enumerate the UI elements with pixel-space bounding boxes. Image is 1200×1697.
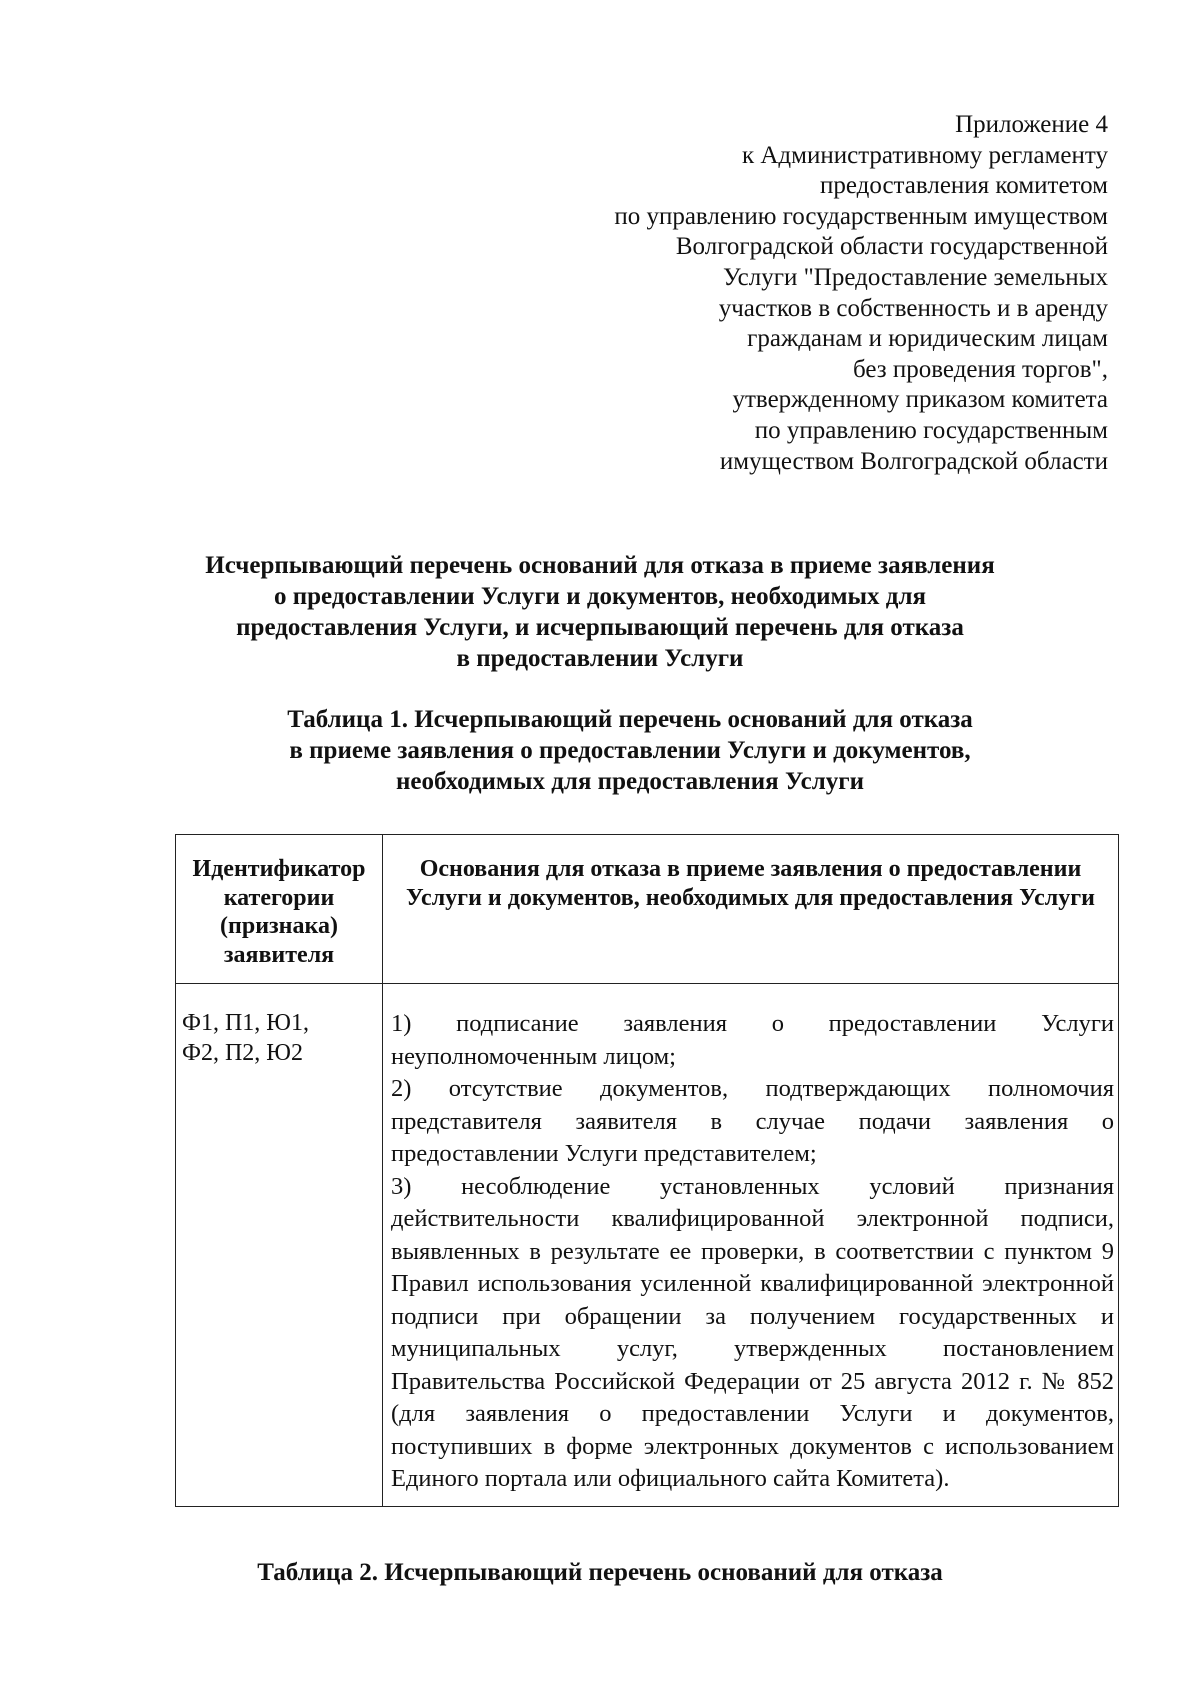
- refusal-reason-item: 3) несоблюдение установленных условий признания действительности квалифицированной электронной подписи, выявленных в результате ее проверки, в соответствии с пунктом 9 Правил использования усиленной квалифицированной электронной подписи при обращении за получением государственных и муниципальных услуг, утвержденных постановлением Правительства Российской Федерации от 25 августа 2012 г. № 852 (для заявления о предоставлении Услуги и документов, поступивших в форме электронных документов с использованием Единого портала или официального сайта Комитета).: [391, 1172, 1114, 1492]
- annex-line: по управлению государственным имуществом: [614, 202, 1108, 230]
- annex-line: по управлению государственным: [754, 416, 1108, 444]
- annex-line: имуществом Волгоградской области: [719, 447, 1108, 475]
- annex-line: Приложение 4: [955, 111, 1108, 138]
- title-line: в предоставлении Услуги: [456, 645, 744, 672]
- header-applicant-category: Идентификатор категории (признака) заявителя: [176, 835, 383, 984]
- table1-title-line: Таблица 1. Исчерпывающий перечень оснований для отказа: [287, 706, 973, 733]
- document-title: [150, 550, 1050, 674]
- annex-line: предоставления комитетом: [819, 172, 1108, 200]
- annex-header: [488, 110, 1108, 477]
- title-line: Исчерпывающий перечень оснований для отказа в приеме заявления: [205, 552, 995, 579]
- table1-title: [200, 704, 1060, 797]
- refusal-grounds-cell: [383, 984, 1119, 1507]
- table1-title-line: необходимых для предоставления Услуги: [396, 768, 864, 795]
- refusal-reason-item: 1) подписание заявления о предоставлении Услуги неуполномоченным лицом;: [391, 1010, 1114, 1070]
- applicant-identifier-cell: Ф1, П1, Ю1, Ф2, П2, Ю2: [176, 984, 383, 1507]
- annex-line: участков в собственность и в аренду: [718, 294, 1108, 322]
- header-refusal-grounds: Основания для отказа в приеме заявления о предоставлении Услуги и документов, необходимых для предоставления Услуги: [383, 835, 1119, 984]
- table-row: [176, 984, 1119, 1507]
- table2-title: Таблица 2. Исчерпывающий перечень оснований для отказа: [257, 1559, 943, 1586]
- annex-line: утвержденному приказом комитета: [732, 386, 1108, 414]
- refusal-grounds-table: [175, 834, 1119, 1507]
- annex-line: гражданам и юридическим лицам: [747, 325, 1108, 353]
- table-header-row: [176, 835, 1119, 984]
- annex-line: Услуги "Предоставление земельных: [722, 263, 1108, 291]
- title-line: предоставления Услуги, и исчерпывающий перечень для отказа: [236, 614, 964, 641]
- title-line: о предоставлении Услуги и документов, необходимых для: [274, 583, 926, 610]
- annex-line: к Административному регламенту: [741, 141, 1108, 169]
- annex-line: без проведения торгов",: [852, 355, 1108, 383]
- refusal-reason-item: 2) отсутствие документов, подтверждающих полномочия представителя заявителя в случае подачи заявления о предоставлении Услуги представителем;: [391, 1075, 1114, 1167]
- annex-line: Волгоградской области государственной: [675, 233, 1108, 261]
- table1-title-line: в приеме заявления о предоставлении Услуги и документов,: [289, 737, 971, 764]
